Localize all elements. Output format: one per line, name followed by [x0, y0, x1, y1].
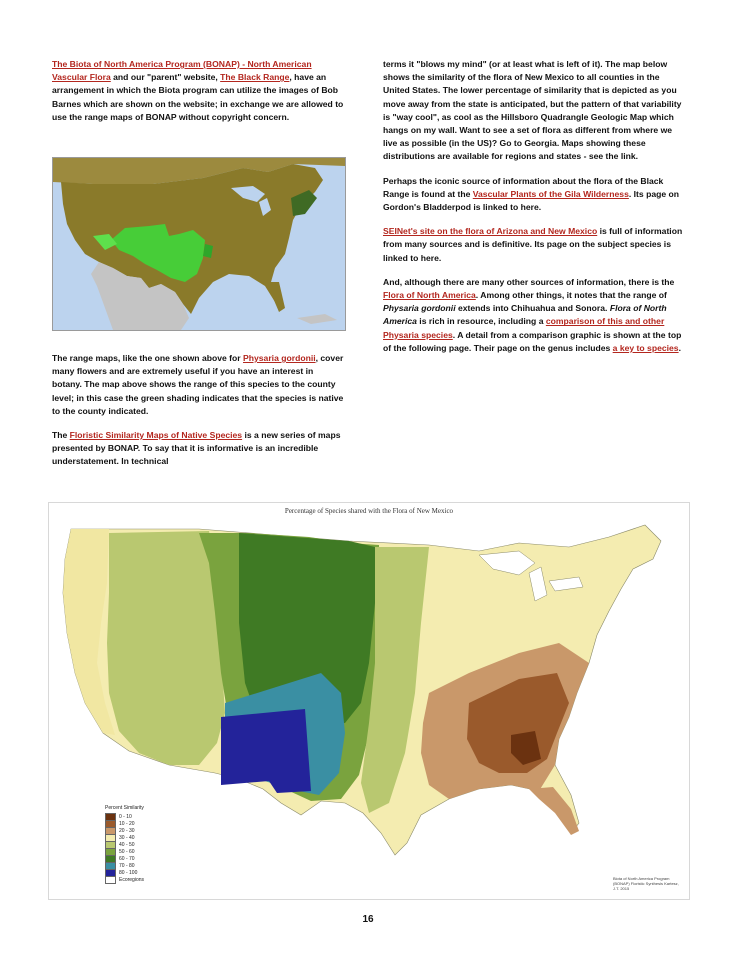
similarity-description-paragraph: terms it "blows my mind" (or at least what is left of it). The map below shows the similarity of the flora of New Mexico to all counties in the United States. The lower percentage of similarity that is depicted as you move away from the state is anticipated, but the pattern of that variability is "way cool", as cool as the Hillsboro Quadrangle Geologic Map which hangs on my wall. Want to see a set of flora as different from where we live as possible (in the US)? Go to Georgia. Maps showing these distributions are available for regions and states - see the link.: [383, 59, 682, 162]
legend-label: 10 - 20: [119, 820, 135, 827]
page-number: 16: [362, 914, 374, 925]
legend-label: 0 - 10: [119, 813, 132, 820]
floristic-similarity-map: [48, 502, 690, 900]
new-mexico-region: [221, 709, 311, 793]
legend-title: Percent Similarity: [105, 805, 144, 811]
flora-na-paragraph: And, although there are many other sources of information, there is the Flora of North America. Among other things, it notes that the range of Physaria gordonii extends into Chihuahua and Sonora. Flora of North America is rich in resource, including a comparison of this and other Physaria species. A detail from a comparison graphic is shown at the top of the following page. Their page on the genus includes a key to species.: [383, 276, 682, 353]
seinet-link[interactable]: SEINet's site on the flora of Arizona and New Mexico: [383, 226, 598, 237]
map-legend: [105, 805, 165, 883]
similarity-maps-link[interactable]: Floristic Similarity Maps of Native Species: [69, 430, 243, 441]
flora-north-america-link[interactable]: Flora of North America: [383, 290, 476, 301]
florida-region: [529, 787, 579, 835]
range-map-physaria-gordonii: [52, 157, 346, 331]
legend-swatch: [105, 876, 116, 884]
legend-label: 40 - 50: [119, 841, 135, 848]
map-credit: Biota of North America Program (BONAP) Floristic Synthesis Kartesz, J.T. 2015: [613, 876, 679, 891]
bonap-link[interactable]: The Biota of North America Program (BONAP) - North American Vascular Flora: [52, 59, 312, 83]
range-maps-paragraph: The range maps, like the one shown above for Physaria gordonii, cover many flowers and are extremely useful if you have an interest in botany. The map above shows the range of this species to the county level; in this case the green shading indicates that the species is native to the county indicated.: [52, 353, 344, 416]
legend-label: 30 - 40: [119, 834, 135, 841]
black-range-link[interactable]: The Black Range: [220, 72, 290, 83]
left-column-top: [52, 58, 344, 135]
legend-label: 80 - 100: [119, 869, 138, 876]
legend-item: [105, 876, 165, 883]
key-to-species-link[interactable]: a key to species: [612, 342, 679, 353]
physaria-comparison-link[interactable]: comparison of this and other Physaria species: [383, 316, 665, 340]
legend-label: 60 - 70: [119, 855, 135, 862]
legend-label: 70 - 80: [119, 862, 135, 869]
bonap-paragraph: The Biota of North America Program (BONAP) - North American Vascular Flora and our "parent" website, The Black Range, have an arrangement in which the Biota program can utilize the images of Bob Barnes which are shown on the website; in exchange we are allowed to use the range maps of BONAP without copyright concern.: [52, 59, 344, 122]
map-title: Percentage of Species shared with the Flora of New Mexico: [284, 507, 454, 515]
left-column-bottom: [52, 352, 344, 480]
gila-paragraph: Perhaps the iconic source of information about the flora of the Black Range is found at the Vascular Plants of the Gila Wilderness. Its page on Gordon's Bladderpod is linked to here.: [383, 175, 680, 213]
legend-label: Ecoregions: [119, 876, 145, 883]
right-column: [383, 58, 683, 366]
legend-label: 50 - 60: [119, 848, 135, 855]
physaria-gordonii-link[interactable]: Physaria gordonii: [243, 353, 316, 363]
gila-wilderness-link[interactable]: Vascular Plants of the Gila Wilderness: [472, 188, 629, 199]
similarity-maps-paragraph: The Floristic Similarity Maps of Native Species is a new series of maps presented by BONAP. To say that it is informative is an incredible understatement. In technical: [52, 430, 341, 467]
legend-label: 20 - 30: [119, 827, 135, 834]
legend-items: [105, 813, 165, 883]
seinet-paragraph: SEINet's site on the flora of Arizona and New Mexico is full of information from many sources and is definitive. Its page on the subject species is linked to here.: [383, 226, 683, 263]
region-40-50: [107, 531, 225, 765]
